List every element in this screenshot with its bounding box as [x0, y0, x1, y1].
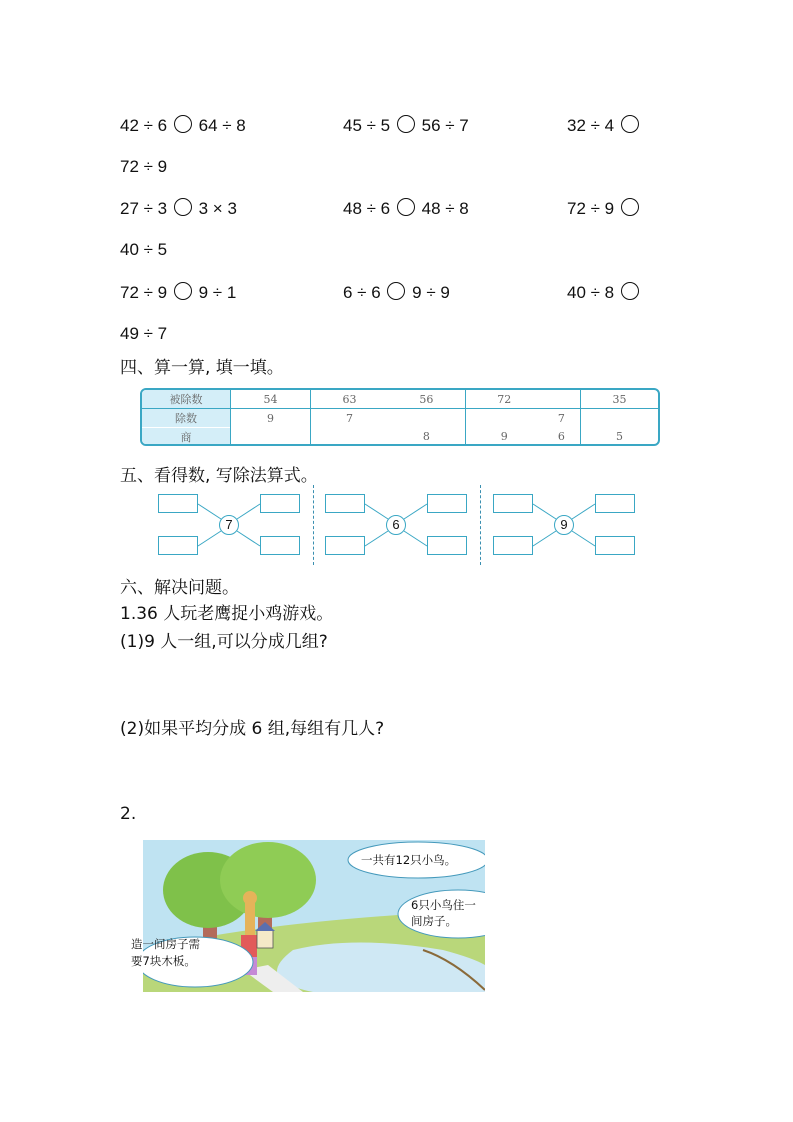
answer-circle[interactable]	[387, 282, 405, 300]
row-label: 被除数	[142, 390, 231, 409]
compare-item	[120, 115, 246, 136]
cell[interactable]	[231, 428, 311, 447]
expr: 56 ÷ 7	[421, 116, 469, 135]
division-web	[158, 490, 308, 560]
answer-circle[interactable]	[397, 198, 415, 216]
cell[interactable]: 9	[500, 430, 508, 444]
cell[interactable]: 35	[581, 390, 658, 409]
expr: 49 ÷ 7	[120, 324, 168, 343]
cell[interactable]: 9	[231, 409, 311, 428]
compare-item	[120, 198, 237, 219]
question-1a: (1)9 人一组,可以分成几组?	[120, 632, 328, 652]
expr: 64 ÷ 8	[198, 116, 246, 135]
expr: 72 ÷ 9	[120, 283, 168, 302]
result-number: 6	[386, 515, 406, 535]
compare-item	[567, 198, 641, 219]
division-web	[325, 490, 475, 560]
expr: 9 ÷ 9	[412, 283, 450, 302]
cell[interactable]: 72	[465, 390, 542, 409]
speech-bubble-text: 间房子。	[411, 914, 457, 928]
answer-circle[interactable]	[174, 115, 192, 133]
answer-circle[interactable]	[174, 282, 192, 300]
row-label: 商	[142, 428, 231, 447]
compare-item	[567, 282, 641, 303]
expr: 40 ÷ 5	[120, 240, 168, 259]
cell[interactable]: 7	[557, 411, 565, 425]
question-1: 1.36 人玩老鹰捉小鸡游戏。	[120, 604, 334, 624]
expr: 32 ÷ 4	[567, 116, 615, 135]
cell[interactable]: 6	[557, 430, 565, 444]
compare-item	[343, 282, 450, 303]
cell[interactable]: 5	[616, 430, 624, 444]
cell[interactable]: 7	[346, 411, 353, 425]
expr: 42 ÷ 6	[120, 116, 168, 135]
answer-box[interactable]	[158, 494, 198, 513]
speech-bubble-text: 造一间房子需	[131, 937, 200, 951]
answer-circle[interactable]	[621, 198, 639, 216]
answer-circle[interactable]	[397, 115, 415, 133]
question-1b: (2)如果平均分成 6 组,每组有几人?	[120, 719, 385, 739]
table-row	[142, 390, 658, 409]
expr: 3 × 3	[198, 199, 237, 218]
cell[interactable]	[581, 409, 658, 428]
division-web	[493, 490, 643, 560]
expr: 72 ÷ 9	[120, 157, 168, 176]
compare-item	[343, 115, 469, 136]
answer-box[interactable]	[260, 494, 300, 513]
answer-box[interactable]	[325, 536, 365, 555]
answer-circle[interactable]	[621, 115, 639, 133]
answer-box[interactable]	[427, 494, 467, 513]
answer-box[interactable]	[595, 536, 635, 555]
answer-circle[interactable]	[621, 282, 639, 300]
divider	[313, 485, 314, 565]
answer-box[interactable]	[595, 494, 635, 513]
section-6-title: 六、解决问题。	[120, 578, 239, 598]
expr: 45 ÷ 5	[343, 116, 391, 135]
compare-item	[120, 282, 236, 303]
row-label: 除数	[142, 409, 231, 428]
division-table	[140, 388, 660, 446]
giraffe-birdhouse-illustration	[131, 840, 485, 992]
cell[interactable]	[465, 409, 542, 428]
speech-bubble-text: 要7块木板。	[131, 954, 196, 968]
table-row	[142, 428, 658, 447]
expr: 27 ÷ 3	[120, 199, 168, 218]
cell[interactable]	[311, 428, 388, 447]
cell[interactable]: 56	[388, 390, 465, 409]
compare-item	[567, 115, 641, 136]
answer-box[interactable]	[158, 536, 198, 555]
expr: 9 ÷ 1	[198, 283, 237, 302]
answer-box[interactable]	[493, 536, 533, 555]
answer-box[interactable]	[427, 536, 467, 555]
result-number: 7	[219, 515, 239, 535]
answer-box[interactable]	[325, 494, 365, 513]
cell[interactable]	[543, 390, 580, 409]
answer-box[interactable]	[493, 494, 533, 513]
divider	[480, 485, 481, 565]
expr: 6 ÷ 6	[343, 283, 381, 302]
table-row	[142, 409, 658, 428]
expr: 40 ÷ 8	[567, 283, 615, 302]
speech-bubble-text: 一共有12只小鸟。	[361, 853, 457, 867]
expr: 48 ÷ 8	[421, 199, 469, 218]
result-number: 9	[554, 515, 574, 535]
cell[interactable]	[388, 409, 465, 428]
cell[interactable]: 54	[231, 390, 311, 409]
cell[interactable]: 63	[311, 390, 388, 409]
section-4-title: 四、算一算, 填一填。	[120, 358, 284, 378]
compare-item	[343, 198, 469, 219]
expr: 48 ÷ 6	[343, 199, 391, 218]
answer-box[interactable]	[260, 536, 300, 555]
speech-bubble-text: 6只小鸟住一	[411, 898, 476, 912]
answer-circle[interactable]	[174, 198, 192, 216]
section-5-title: 五、看得数, 写除法算式。	[120, 466, 318, 486]
question-2: 2.	[120, 804, 137, 824]
expr: 72 ÷ 9	[567, 199, 615, 218]
cell[interactable]: 8	[388, 428, 465, 447]
